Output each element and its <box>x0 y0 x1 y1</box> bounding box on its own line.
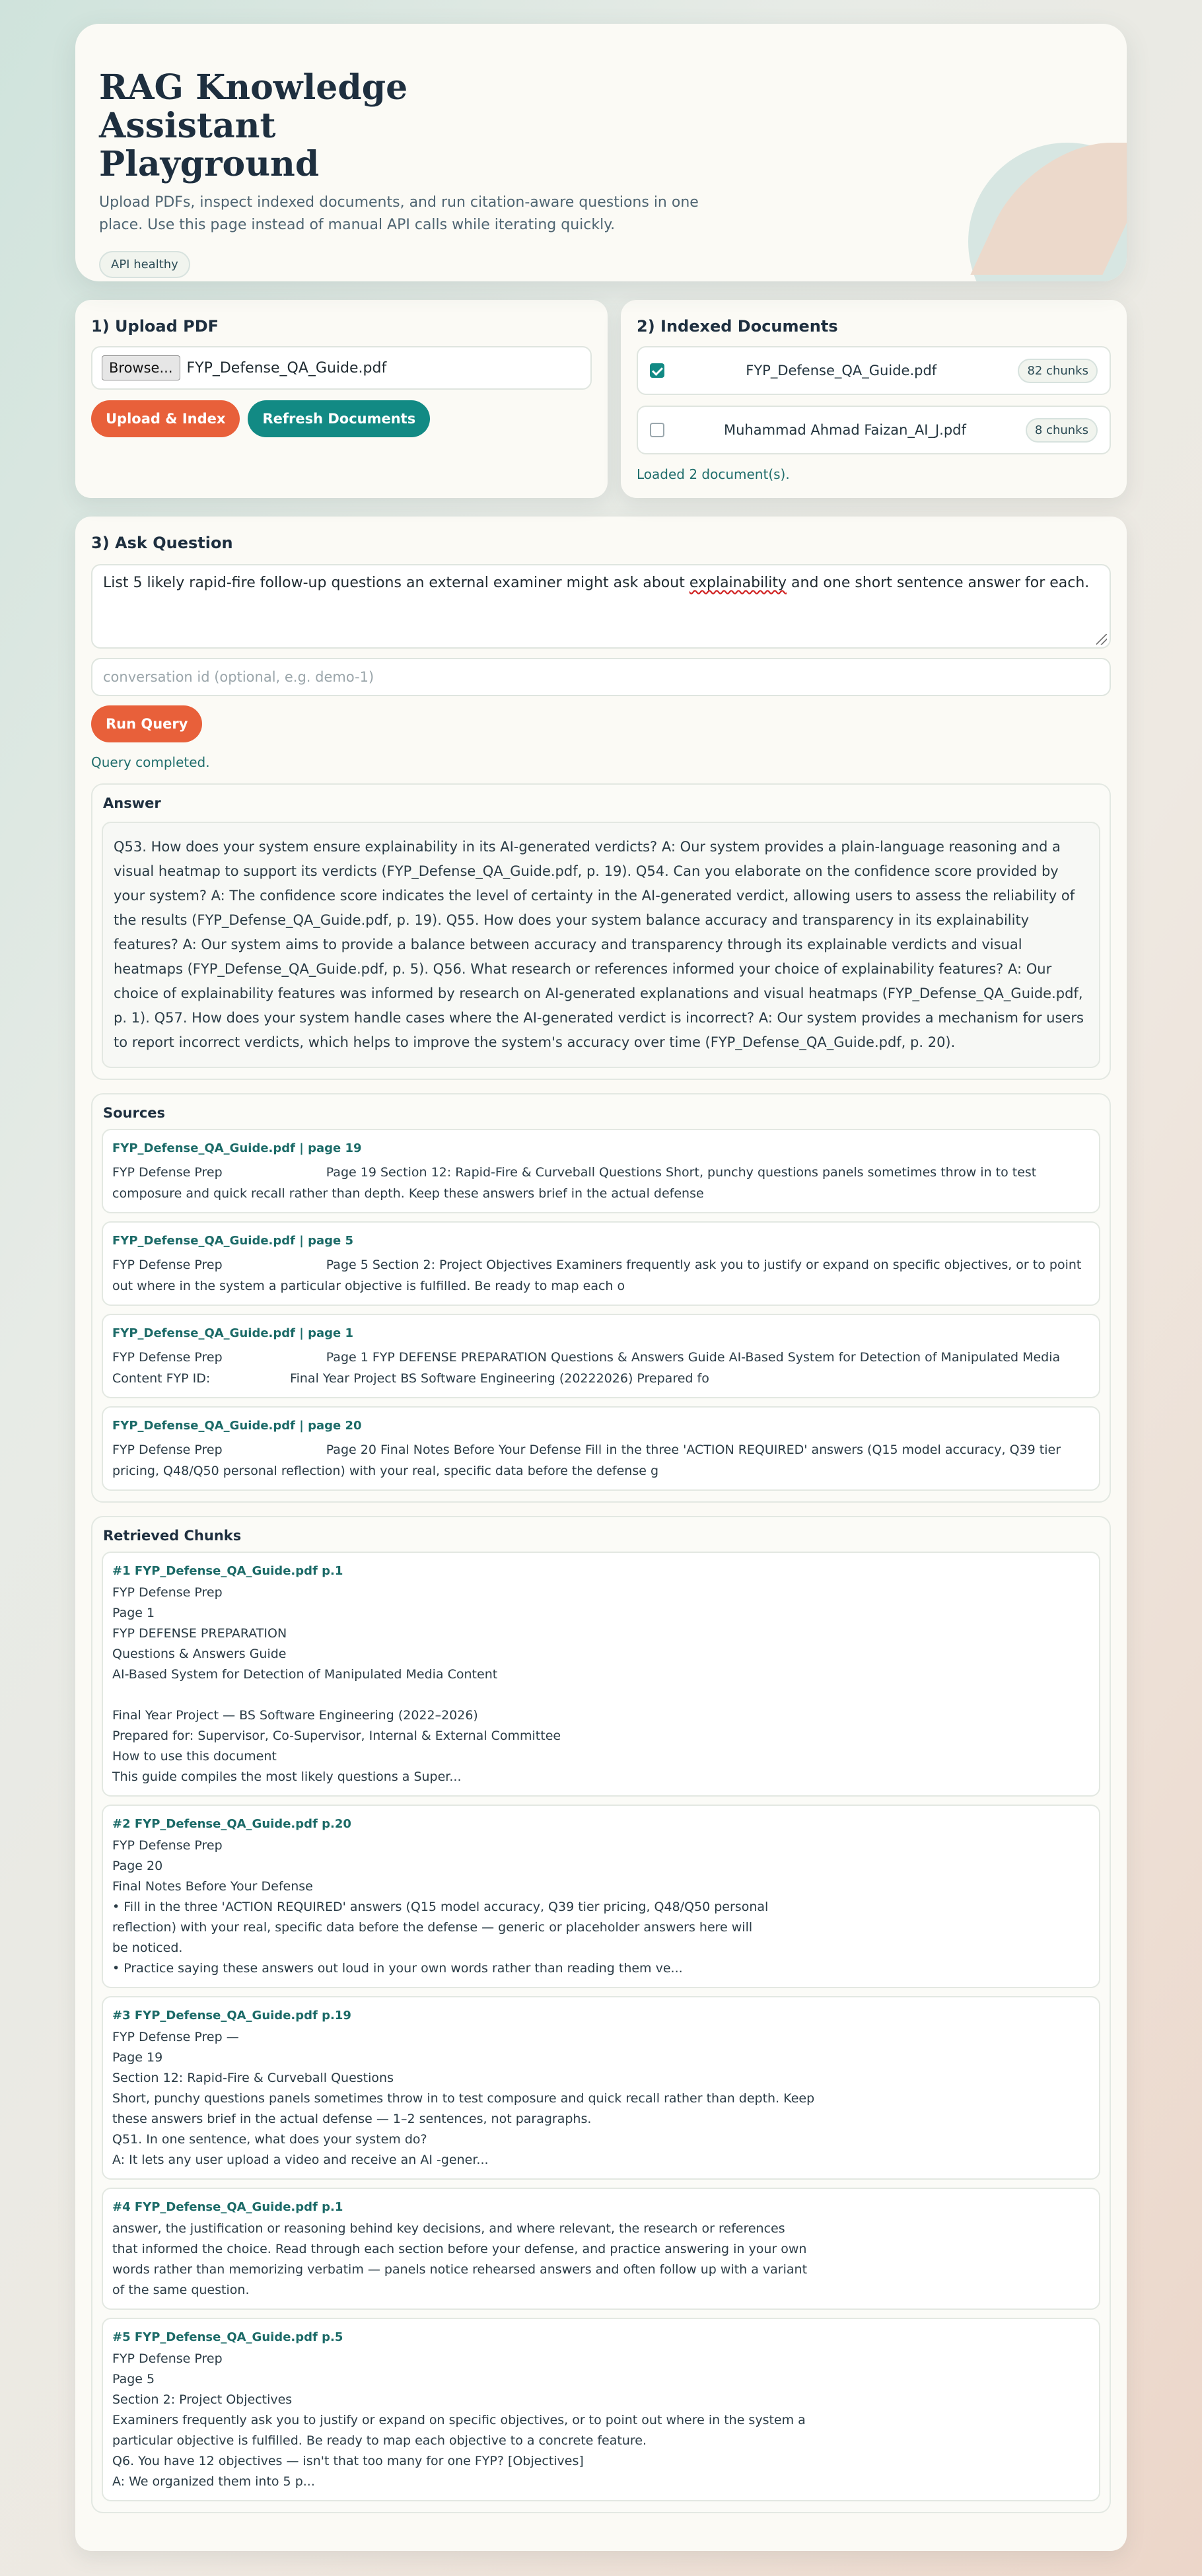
source-item <box>102 1129 1100 1213</box>
chunk-title: #3 FYP_Defense_QA_Guide.pdf p.19 <box>112 2009 351 2022</box>
file-input[interactable] <box>91 346 592 390</box>
api-status-badge: API healthy <box>99 251 190 278</box>
retrieved-chunks-panel <box>91 1516 1111 2513</box>
source-title: FYP_Defense_QA_Guide.pdf | page 19 <box>112 1141 362 1155</box>
source-title: FYP_Defense_QA_Guide.pdf | page 5 <box>112 1234 353 1248</box>
source-item <box>102 1406 1100 1491</box>
source-snippet: FYP Defense Prep Page 1 FYP DEFENSE PREPARATION Questions & Answers Guide AI-Based System for Detection of Manipulated Media Content FYP ID: Final Year Project BS Software Engineering (20222026) Prepared fo <box>112 1350 1065 1386</box>
document-checkbox[interactable] <box>650 363 664 378</box>
question-text-part: List 5 likely rapid-fire follow-up questions an external examiner might ask about <box>103 575 689 591</box>
document-row[interactable] <box>637 346 1111 395</box>
run-query-button[interactable]: Run Query <box>91 705 202 742</box>
page-container <box>75 24 1127 2551</box>
sources-panel <box>91 1093 1111 1503</box>
source-title: FYP_Defense_QA_Guide.pdf | page 1 <box>112 1326 353 1340</box>
chunk-item <box>102 1805 1100 1988</box>
chunk-item <box>102 1552 1100 1797</box>
document-checkbox[interactable] <box>650 423 664 437</box>
chunk-text: FYP Defense Prep Page 1 FYP DEFENSE PREPARATION Questions & Answers Guide AI-Based System for Detection of Manipulated Media Content Final Year Project — BS Software Engineering (2022–2026) Prepared for: Supervisor, Co-Supervisor, Internal & External Committee How to use this document This guide compiles the most likely questions a Super... <box>112 1585 561 1784</box>
source-item <box>102 1314 1100 1398</box>
chunk-text: FYP Defense Prep Page 20 Final Notes Before Your Defense • Fill in the three 'ACTION REQUIRED' answers (Q15 model accuracy, Q39 tier pricing, Q48/Q50 personal reflection) with your real, specific data before the defense — generic or placeholder answers here will be noticed. • Practice saying these answers out loud in your own words rather than reading them ve... <box>112 1838 769 1976</box>
resize-handle-icon[interactable] <box>1096 634 1107 645</box>
chunk-title: #2 FYP_Defense_QA_Guide.pdf p.20 <box>112 1817 351 1831</box>
answer-panel <box>91 783 1111 1080</box>
chunk-text: answer, the justification or reasoning behind key decisions, and where relevant, the research or references that informed the choice. Read through each section before your defense, and practice answering in your own words rather than memorizing verbatim — panels notice rehearsed answers and often follow up with a variant of the same question. <box>112 2221 808 2297</box>
document-name: Muhammad Ahmad Faizan_AI_J.pdf <box>723 422 966 438</box>
indexed-documents-heading: 2) Indexed Documents <box>637 317 838 336</box>
document-row[interactable] <box>637 406 1111 454</box>
chunk-count-badge: 8 chunks <box>1026 418 1098 443</box>
source-item <box>102 1221 1100 1306</box>
chunk-item <box>102 2188 1100 2310</box>
ask-question-card <box>75 517 1127 2551</box>
browse-button[interactable]: Browse... <box>102 355 180 380</box>
upload-card <box>75 300 608 498</box>
upload-index-button[interactable]: Upload & Index <box>91 400 240 437</box>
chunk-item <box>102 1996 1100 2180</box>
document-name: FYP_Defense_QA_Guide.pdf <box>746 363 937 378</box>
upload-heading: 1) Upload PDF <box>91 317 219 336</box>
documents-status: Loaded 2 document(s). <box>637 466 790 482</box>
page-subtitle: Upload PDFs, inspect indexed documents, and run citation-aware questions in one place. Use this page instead of manual API calls while iterating quickly. <box>99 194 699 233</box>
chunk-count-badge: 82 chunks <box>1018 359 1098 383</box>
sources-heading: Sources <box>103 1105 166 1121</box>
conversation-id-input[interactable] <box>91 658 1111 696</box>
chunk-item <box>102 2318 1100 2501</box>
source-title: FYP_Defense_QA_Guide.pdf | page 20 <box>112 1419 362 1433</box>
ask-question-heading: 3) Ask Question <box>91 534 233 552</box>
chunk-title: #5 FYP_Defense_QA_Guide.pdf p.5 <box>112 2330 343 2344</box>
question-textarea[interactable] <box>91 564 1111 649</box>
query-status: Query completed. <box>91 754 210 770</box>
hero-card <box>75 24 1127 281</box>
indexed-documents-card <box>621 300 1127 498</box>
question-text-part: explainability <box>689 575 787 591</box>
selected-file-name: FYP_Defense_QA_Guide.pdf <box>186 359 387 376</box>
chunk-title: #1 FYP_Defense_QA_Guide.pdf p.1 <box>112 1564 343 1578</box>
chunk-title: #4 FYP_Defense_QA_Guide.pdf p.1 <box>112 2200 343 2214</box>
answer-text: Q53. How does your system ensure explainability in its AI-generated verdicts? A: Our system provides a plain-language reasoning and a visual heatmap to support its verdicts (FYP_Defense_QA_Guide.pdf, p. 19). Q54. Can you elaborate on the confidence score provided by your system? A: The confidence score indicates the level of certainty in the AI-generated verdict, allowing users to assess the reliability of the results (FYP_Defense_QA_Guide.pdf, p. 19). Q55. How does your system balance accuracy and transparency in its explainability features? A: Our system aims to provide a balance between accuracy and transparency through its explainable verdicts and visual heatmaps (FYP_Defense_QA_Guide.pdf, p. 5). Q56. What research or references informed your choice of explainability features? A: Our choice of explainability features was informed by research on AI-generated explanations and visual heatmaps (FYP_Defense_QA_Guide.pdf, p. 1). Q57. How does your system handle cases where the AI-generated verdict is incorrect? A: Our system provides a mechanism for users to report incorrect verdicts, which helps to improve the system's accuracy over time (FYP_Defense_QA_Guide.pdf, p. 20). <box>102 822 1100 1068</box>
page-title: RAG Knowledge Assistant Playground <box>99 67 408 184</box>
chunk-text: FYP Defense Prep Page 5 Section 2: Project Objectives Examiners frequently ask you to justify or expand on specific objectives, or to point out where in the system a particular objective is fulfilled. Be ready to map each objective to a concrete feature. Q6. You have 12 objectives — isn't that too many for one FYP? [Objectives] A: We organized them into 5 p... <box>112 2351 806 2489</box>
source-snippet: FYP Defense Prep Page 20 Final Notes Before Your Defense Fill in the three 'ACTION REQUIRED' answers (Q15 model accuracy, Q39 tier pricing, Q48/Q50 personal reflection) with your real, specific data before the defense g <box>112 1443 1065 1478</box>
chunk-text: FYP Defense Prep — Page 19 Section 12: Rapid-Fire & Curveball Questions Short, punchy questions panels sometimes throw in to test composure and quick recall rather than depth. Keep these answers brief in the actual defense — 1–2 sentences, not paragraphs. Q51. In one sentence, what does your system do? A: It lets any user upload a video and receive an AI -gener... <box>112 2030 815 2167</box>
answer-heading: Answer <box>103 795 161 811</box>
retrieved-chunks-heading: Retrieved Chunks <box>103 1528 242 1544</box>
source-snippet: FYP Defense Prep Page 5 Section 2: Project Objectives Examiners frequently ask you to justify or expand on specific objectives, or to point out where in the system a particular objective is fulfilled. Be ready to map each o <box>112 1258 1086 1293</box>
question-text-part: and one short sentence answer for each. <box>787 575 1090 591</box>
source-snippet: FYP Defense Prep Page 19 Section 12: Rapid-Fire & Curveball Questions Short, punchy questions panels sometimes throw in to test composure and quick recall rather than depth. Keep these answers brief in the actual defense <box>112 1165 1041 1201</box>
refresh-documents-button[interactable]: Refresh Documents <box>248 400 430 437</box>
